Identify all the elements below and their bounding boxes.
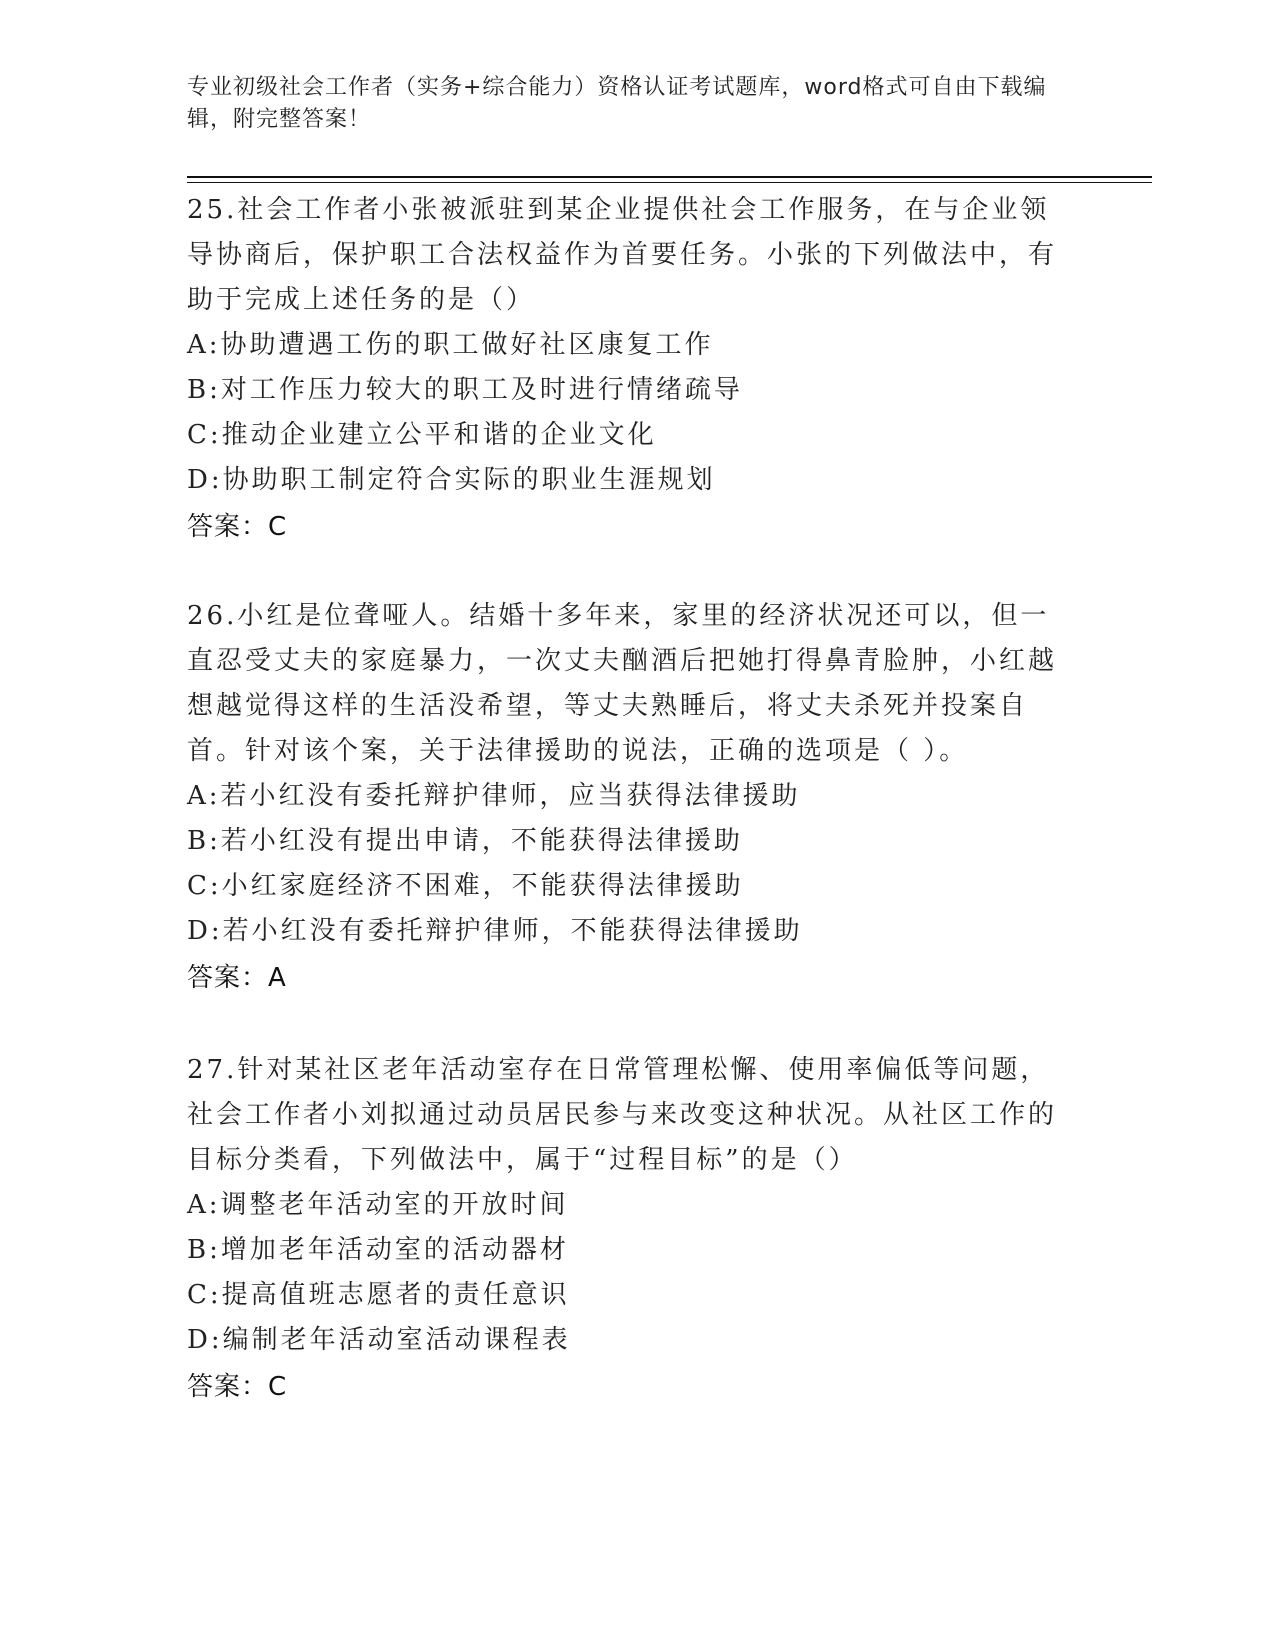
header-divider-thick	[187, 176, 1152, 178]
question-27	[187, 1048, 1067, 1411]
option-d: D:协助职工制定符合实际的职业生涯规划	[187, 465, 716, 495]
option-d: D:若小红没有委托辩护律师，不能获得法律援助	[187, 916, 803, 946]
question-26	[187, 594, 1067, 1002]
option-a: A:调整老年活动室的开放时间	[187, 1190, 569, 1220]
option-a: A:若小红没有委托辩护律师，应当获得法律援助	[187, 781, 801, 811]
header-divider-thin	[187, 182, 1152, 183]
option-a: A:协助遭遇工伤的职工做好社区康复工作	[187, 330, 714, 360]
question-25	[187, 188, 1067, 551]
document-header: 专业初级社会工作者（实务+综合能力）资格认证考试题库，word格式可自由下载编辑，附完整答案！	[187, 75, 1047, 132]
option-d: D:编制老年活动室活动课程表	[187, 1325, 571, 1355]
option-b: B:增加老年活动室的活动器材	[187, 1235, 569, 1265]
option-c: C:小红家庭经济不困难，不能获得法律援助	[187, 871, 744, 901]
option-b: B:对工作压力较大的职工及时进行情绪疏导	[187, 375, 743, 405]
option-b: B:若小红没有提出申请，不能获得法律援助	[187, 826, 743, 856]
answer-line: 答案：C	[187, 512, 288, 542]
answer-line: 答案：A	[187, 963, 287, 993]
question-stem: 27.针对某社区老年活动室存在日常管理松懈、使用率偏低等问题，社会工作者小刘拟通过动员居民参与来改变这种状况。从社区工作的目标分类看，下列做法中，属于“过程目标”的是（）	[187, 1055, 1058, 1175]
question-stem: 26.小红是位聋哑人。结婚十多年来，家里的经济状况还可以，但一直忍受丈夫的家庭暴力，一次丈夫酗酒后把她打得鼻青脸肿，小红越想越觉得这样的生活没希望，等丈夫熟睡后，将丈夫杀死并投案自首。针对该个案，关于法律援助的说法，正确的选项是（ ）。	[187, 601, 1058, 766]
option-c: C:推动企业建立公平和谐的企业文化	[187, 420, 657, 450]
question-stem: 25.社会工作者小张被派驻到某企业提供社会工作服务，在与企业领导协商后，保护职工合法权益作为首要任务。小张的下列做法中，有助于完成上述任务的是（）	[187, 195, 1058, 315]
option-c: C:提高值班志愿者的责任意识	[187, 1280, 570, 1310]
answer-line: 答案：C	[187, 1372, 288, 1402]
